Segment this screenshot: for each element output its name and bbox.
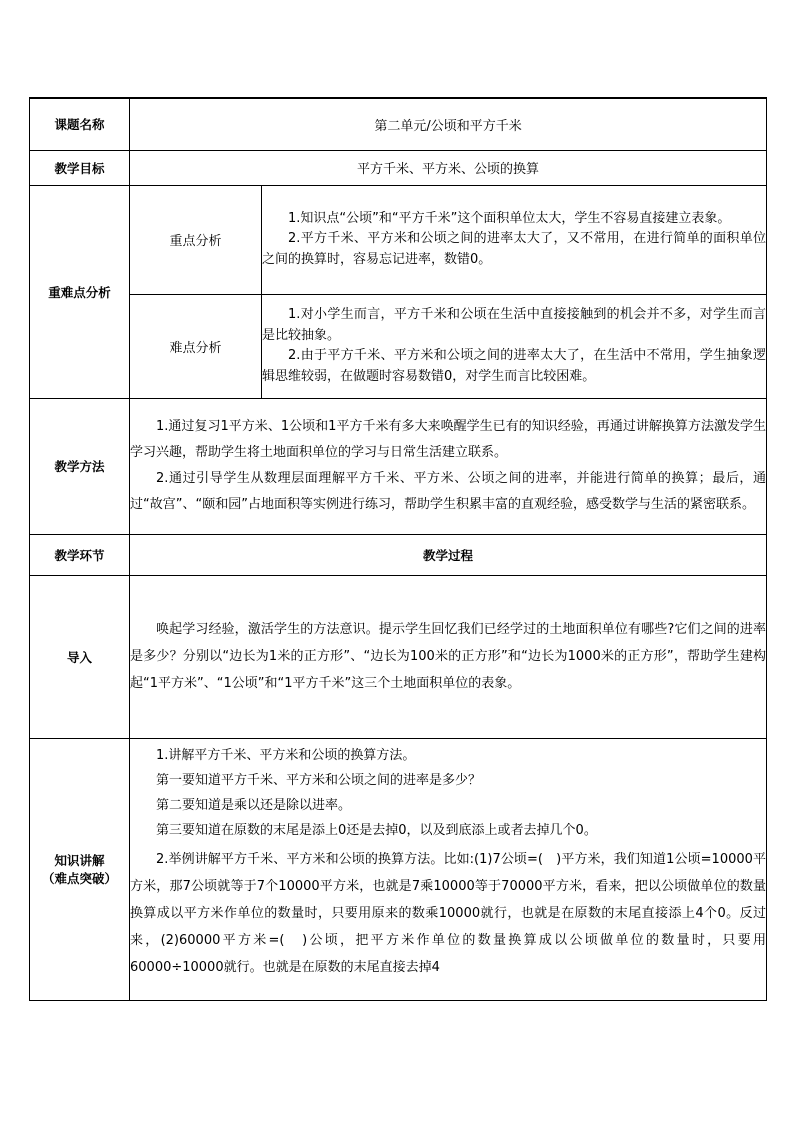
knowledge-line-1: 1.讲解平方千米、平方米和公顷的换算方法。: [156, 747, 416, 763]
row-header: [30, 534, 767, 575]
stage-header: 教学环节: [30, 534, 130, 575]
knowledge-label-line2: （难点突破）: [41, 871, 117, 886]
difficult-analysis-p1: 1.对小学生而言，平方千米和公顷在生活中直接接触到的机会并不多，对学生而言是比较抽象。: [262, 307, 767, 343]
title-value: 第二单元/公顷和平方千米: [130, 98, 767, 150]
intro-label: 导入: [30, 575, 130, 738]
intro-p1: 唤起学习经验，激活学生的方法意识。提示学生回忆我们已经学过的土地面积单位有哪些?它们之间的进率是多少？分别以“边长为1米的正方形”、“边长为100米的正方形”和“边长为1000米的正方形”，帮助学生建构起“1平方米”、“1公顷”和“1平方千米”这三个土地面积单位的表象。: [130, 622, 767, 691]
lesson-plan-table: [29, 97, 767, 1001]
knowledge-example: 2.举例讲解平方千米、平方米和公顷的换算方法。比如:(1)7公顷=( )平方米，我们知道1公顷=10000平方米，那7公顷就等于7个10000平方米，也就是7乘10000等于70000平方米，看来，把以公顷做单位的数量换算成以平方米作单位的数量时，只要用原来的数乘10000就行，也就是在原数的末尾直接添上4个0。反过来，(2)60000平方米=( )公顷，把平方米作单位的数量换算成以公顷做单位的数量时，只要用60000÷10000就行。也就是在原数的末尾直接去掉4: [130, 851, 767, 975]
title-label: 课题名称: [30, 98, 130, 150]
key-analysis-p2: 2.平方千米、平方米和公顷之间的进率太大了，又不常用，在进行简单的面积单位之间的换算时，容易忘记进率，数错0。: [262, 231, 767, 267]
analysis-label: 重难点分析: [30, 185, 130, 398]
key-analysis-text: [262, 185, 767, 294]
row-title: [30, 98, 767, 150]
knowledge-text: [130, 738, 767, 1000]
knowledge-label-line1: 知识讲解: [54, 853, 105, 868]
method-p2: 2.通过引导学生从数理层面理解平方千米、平方米、公顷之间的进率，并能进行简单的换算；最后，通过“故宫”、“颐和园”占地面积等实例进行练习，帮助学生积累丰富的直观经验，感受数学与生活的紧密联系。: [130, 471, 767, 512]
method-label: 教学方法: [30, 398, 130, 534]
goal-value: 平方千米、平方米、公顷的换算: [130, 150, 767, 185]
knowledge-label: [30, 738, 130, 1000]
key-analysis-label: 重点分析: [130, 185, 262, 294]
intro-text: [130, 575, 767, 738]
difficult-analysis-text: [262, 294, 767, 398]
goal-label: 教学目标: [30, 150, 130, 185]
key-analysis-p1: 1.知识点“公顷”和“平方千米”这个面积单位太大，学生不容易直接建立表象。: [288, 210, 731, 226]
difficult-analysis-label: 难点分析: [130, 294, 262, 398]
knowledge-line-2: 第一要知道平方千米、平方米和公顷之间的进率是多少？: [156, 772, 482, 788]
knowledge-line-3: 第二要知道是乘以还是除以进率。: [156, 797, 352, 813]
knowledge-line-4: 第三要知道在原数的末尾是添上0还是去掉0，以及到底添上或者去掉几个0。: [156, 822, 597, 838]
row-key-analysis: [30, 185, 767, 294]
row-knowledge: [30, 738, 767, 1000]
difficult-analysis-p2: 2.由于平方千米、平方米和公顷之间的进率太大了，在生活中不常用，学生抽象逻辑思维较弱，在做题时容易数错0，对学生而言比较困难。: [262, 348, 767, 384]
row-difficult-analysis: [30, 294, 767, 398]
row-goal: [30, 150, 767, 185]
method-text: [130, 398, 767, 534]
row-method: [30, 398, 767, 534]
process-header: 教学过程: [130, 534, 767, 575]
method-p1: 1.通过复习1平方米、1公顷和1平方千米有多大来唤醒学生已有的知识经验，再通过讲解换算方法激发学生学习兴趣，帮助学生将土地面积单位的学习与日常生活建立联系。: [130, 419, 767, 460]
row-intro: [30, 575, 767, 738]
